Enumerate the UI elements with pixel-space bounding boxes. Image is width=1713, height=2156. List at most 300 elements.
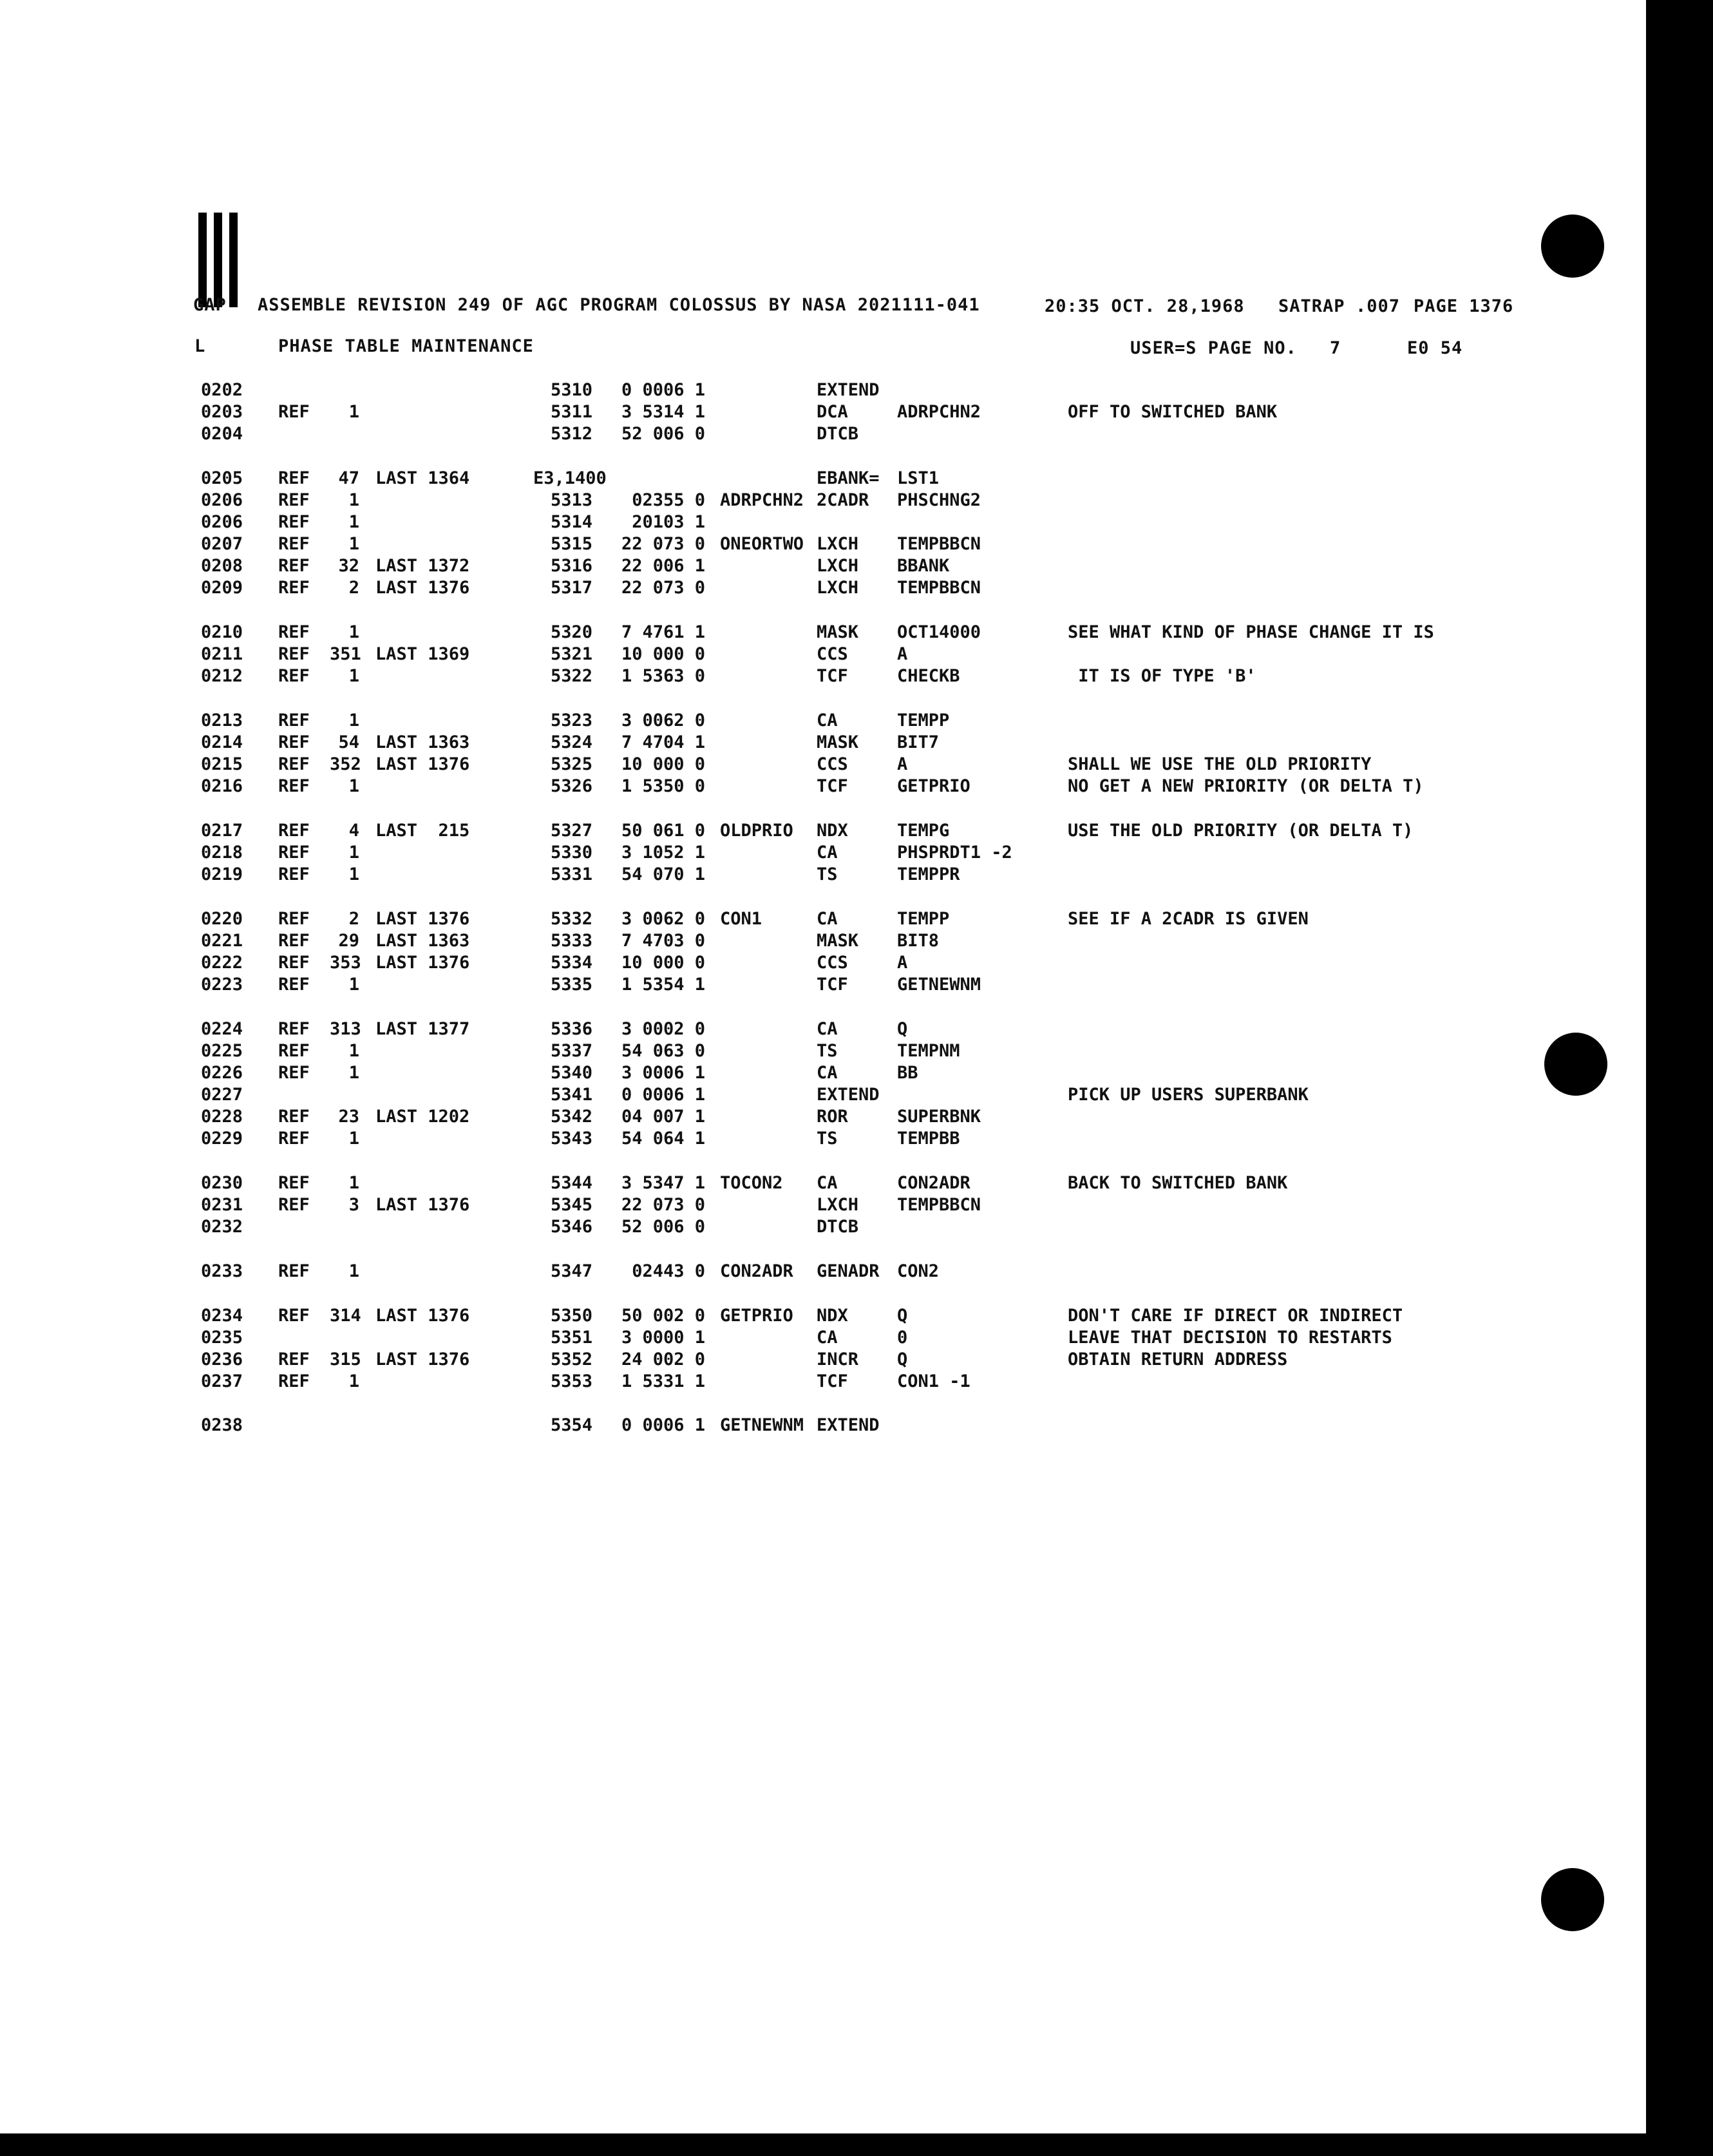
listing-line [0, 424, 1713, 446]
line-ref-count: 1 [348, 776, 359, 796]
line-location: 0228 [201, 1107, 243, 1127]
line-octal-code: 10 000 0 [621, 754, 705, 774]
line-opcode: ROR [817, 1107, 848, 1127]
line-last-ref: LAST 1372 [375, 556, 470, 576]
line-octal-code: 10 000 0 [621, 953, 705, 973]
line-location: 0204 [201, 424, 243, 444]
line-opcode: CA [817, 1019, 838, 1039]
header-datetime: 20:35 OCT. 28,1968 [1045, 296, 1245, 316]
listing-line [0, 1217, 1713, 1239]
line-octal-code: 54 064 1 [621, 1129, 705, 1149]
line-address: 5323 [550, 711, 592, 730]
line-octal-code: 7 4703 0 [621, 931, 705, 951]
line-octal-code: 3 0062 0 [621, 909, 705, 929]
line-octal-code: 3 0002 0 [621, 1019, 705, 1039]
line-address: 5335 [550, 975, 592, 995]
line-ref: REF [278, 1350, 310, 1369]
line-ref: REF [278, 1195, 310, 1215]
line-operand: CHECKB [897, 666, 960, 686]
line-octal-code: 7 4704 1 [621, 732, 705, 752]
line-opcode: LXCH [817, 534, 859, 554]
user-page-number: 7 [1330, 338, 1341, 358]
line-ref: REF [278, 1063, 310, 1083]
line-octal-code: 22 073 0 [621, 578, 705, 598]
listing-line [0, 975, 1713, 997]
line-operand: TEMPBB [897, 1129, 960, 1149]
line-address: 5330 [550, 843, 592, 863]
listing-line [0, 864, 1713, 886]
line-opcode: CA [817, 1063, 838, 1083]
listing-line [0, 1261, 1713, 1283]
line-label: ADRPCHN2 [720, 490, 804, 510]
page-marker-code: GAP [193, 295, 227, 315]
listing-line [0, 1195, 1713, 1217]
listing-line [0, 644, 1713, 666]
line-location: 0216 [201, 776, 243, 796]
line-operand: TEMPBBCN [897, 578, 981, 598]
line-opcode: EXTEND [817, 1415, 880, 1435]
line-last-ref: LAST 215 [375, 821, 470, 841]
listing-line [0, 1173, 1713, 1195]
listing-line [0, 776, 1713, 798]
line-address: 5327 [550, 821, 592, 841]
line-ref: REF [278, 1129, 310, 1149]
line-operand: TEMPG [897, 821, 950, 841]
line-location: 0202 [201, 380, 243, 400]
line-ref: REF [278, 666, 310, 686]
line-operand: 0 [897, 1328, 908, 1348]
listing-line [0, 512, 1713, 534]
line-ref: REF [278, 931, 310, 951]
line-octal-code: 02443 0 [632, 1261, 705, 1281]
scan-edge-bottom [0, 2133, 1713, 2156]
line-ref-count: 2 [348, 578, 359, 598]
line-octal-code: 10 000 0 [621, 644, 705, 664]
line-address: 5310 [550, 380, 592, 400]
line-octal-code: 0 0006 1 [621, 1085, 705, 1105]
line-octal-code: 3 5314 1 [621, 402, 705, 422]
listing-line [0, 1085, 1713, 1107]
line-opcode: MASK [817, 732, 859, 752]
line-operand: Q [897, 1350, 908, 1369]
line-octal-code: 3 0062 0 [621, 711, 705, 730]
line-location: 0221 [201, 931, 243, 951]
listing-line [0, 1306, 1713, 1328]
line-opcode: LXCH [817, 556, 859, 576]
listing-line [0, 402, 1713, 424]
line-address: 5321 [550, 644, 592, 664]
line-operand: Q [897, 1306, 908, 1326]
line-last-ref: LAST 1376 [375, 953, 470, 973]
line-ref: REF [278, 1107, 310, 1127]
line-ref-count: 1 [348, 666, 359, 686]
line-location: 0236 [201, 1350, 243, 1369]
user-page-label: USER=S PAGE NO. [1130, 338, 1297, 358]
listing-line [0, 1328, 1713, 1350]
line-octal-code: 02355 0 [632, 490, 705, 510]
line-opcode: CA [817, 909, 838, 929]
line-operand: PHSCHNG2 [897, 490, 981, 510]
line-location: 0222 [201, 953, 243, 973]
listing-line [0, 732, 1713, 754]
line-location: 0226 [201, 1063, 243, 1083]
line-operand: A [897, 754, 908, 774]
line-comment: PICK UP USERS SUPERBANK [1068, 1085, 1309, 1105]
line-opcode: EXTEND [817, 380, 880, 400]
line-opcode: TCF [817, 1371, 848, 1391]
line-operand: TEMPBBCN [897, 1195, 981, 1215]
line-ref: REF [278, 843, 310, 863]
header-page: PAGE 1376 [1414, 296, 1514, 316]
line-ref-count: 1 [348, 1063, 359, 1083]
punch-hole-bottom [1541, 1868, 1604, 1931]
line-operand: Q [897, 1019, 908, 1039]
line-address: 5312 [550, 424, 592, 444]
line-ref-count: 1 [348, 402, 359, 422]
line-location: 0223 [201, 975, 243, 995]
line-address: 5353 [550, 1371, 592, 1391]
line-ref: REF [278, 1306, 310, 1326]
line-comment: SEE WHAT KIND OF PHASE CHANGE IT IS [1068, 622, 1434, 642]
line-ref: REF [278, 1019, 310, 1039]
line-ref-count: 23 [338, 1107, 359, 1127]
line-address: 5331 [550, 864, 592, 884]
line-location: 0232 [201, 1217, 243, 1237]
listing-line [0, 1350, 1713, 1371]
line-operand: A [897, 953, 908, 973]
line-address: 5314 [550, 512, 592, 532]
line-comment: SEE IF A 2CADR IS GIVEN [1068, 909, 1309, 929]
line-ref-count: 351 [330, 644, 361, 664]
line-octal-code: 0 0006 1 [621, 1415, 705, 1435]
line-opcode: INCR [817, 1350, 859, 1369]
line-operand: CON1 -1 [897, 1371, 970, 1391]
line-address: 5347 [550, 1261, 592, 1281]
line-label: TOCON2 [720, 1173, 783, 1193]
line-comment: OBTAIN RETURN ADDRESS [1068, 1350, 1288, 1369]
line-opcode: TS [817, 1041, 838, 1061]
listing-line [0, 909, 1713, 931]
line-location: 0219 [201, 864, 243, 884]
line-address: 5333 [550, 931, 592, 951]
line-location: 0238 [201, 1415, 243, 1435]
line-ref-count: 1 [348, 1129, 359, 1149]
line-address: 5346 [550, 1217, 592, 1237]
line-opcode: DTCB [817, 1217, 859, 1237]
line-opcode: EBANK= [817, 468, 880, 488]
line-location: 0220 [201, 909, 243, 929]
line-last-ref: LAST 1376 [375, 754, 470, 774]
line-ref: REF [278, 534, 310, 554]
line-address: 5340 [550, 1063, 592, 1083]
listing-line [0, 843, 1713, 864]
line-octal-code: 3 5347 1 [621, 1173, 705, 1193]
line-ref-count: 4 [348, 821, 359, 841]
listing-line [0, 556, 1713, 578]
line-comment: IT IS OF TYPE 'B' [1068, 666, 1256, 686]
line-ref: REF [278, 578, 310, 598]
line-ref-count: 1 [348, 1261, 359, 1281]
line-operand: A [897, 644, 908, 664]
listing-line [0, 1415, 1713, 1437]
line-comment: LEAVE THAT DECISION TO RESTARTS [1068, 1328, 1392, 1348]
line-comment: SHALL WE USE THE OLD PRIORITY [1068, 754, 1372, 774]
line-location: 0234 [201, 1306, 243, 1326]
line-opcode: TCF [817, 666, 848, 686]
line-operand: BB [897, 1063, 918, 1083]
line-address: 5326 [550, 776, 592, 796]
line-location: 0208 [201, 556, 243, 576]
line-address: 5351 [550, 1328, 592, 1348]
line-last-ref: LAST 1377 [375, 1019, 470, 1039]
line-address: E3,1400 [533, 468, 607, 488]
line-opcode: CA [817, 1328, 838, 1348]
line-operand: GETPRIO [897, 776, 970, 796]
line-location: 0233 [201, 1261, 243, 1281]
line-octal-code: 3 0006 1 [621, 1063, 705, 1083]
bank-code: E0 54 [1407, 338, 1463, 358]
line-ref-count: 1 [348, 711, 359, 730]
line-last-ref: LAST 1376 [375, 1306, 470, 1326]
line-location: 0235 [201, 1328, 243, 1348]
line-ref: REF [278, 864, 310, 884]
line-last-ref: LAST 1364 [375, 468, 470, 488]
listing-line [0, 1371, 1713, 1393]
line-operand: BBANK [897, 556, 950, 576]
line-ref: REF [278, 1261, 310, 1281]
listing-line [0, 711, 1713, 732]
line-address: 5354 [550, 1415, 592, 1435]
line-last-ref: LAST 1369 [375, 644, 470, 664]
listing-line [0, 468, 1713, 490]
listing-line [0, 1107, 1713, 1129]
line-ref: REF [278, 644, 310, 664]
line-address: 5315 [550, 534, 592, 554]
line-address: 5320 [550, 622, 592, 642]
line-octal-code: 7 4761 1 [621, 622, 705, 642]
line-ref-count: 32 [338, 556, 359, 576]
listing-line [0, 534, 1713, 556]
line-opcode: CCS [817, 953, 848, 973]
line-ref: REF [278, 556, 310, 576]
line-address: 5337 [550, 1041, 592, 1061]
listing-line [0, 1041, 1713, 1063]
line-ref: REF [278, 490, 310, 510]
line-opcode: GENADR [817, 1261, 880, 1281]
line-address: 5334 [550, 953, 592, 973]
line-ref: REF [278, 732, 310, 752]
line-operand: GETNEWNM [897, 975, 981, 995]
line-label: ONEORTWO [720, 534, 804, 554]
line-ref-count: 314 [330, 1306, 361, 1326]
line-address: 5316 [550, 556, 592, 576]
header-code: .007 [1356, 296, 1401, 316]
line-location: 0205 [201, 468, 243, 488]
line-label: GETNEWNM [720, 1415, 804, 1435]
line-comment: USE THE OLD PRIORITY (OR DELTA T) [1068, 821, 1414, 841]
line-location: 0211 [201, 644, 243, 664]
line-opcode: DCA [817, 402, 848, 422]
line-operand: CON2 [897, 1261, 940, 1281]
line-address: 5345 [550, 1195, 592, 1215]
line-opcode: EXTEND [817, 1085, 880, 1105]
line-last-ref: LAST 1376 [375, 909, 470, 929]
line-ref-count: 1 [348, 490, 359, 510]
line-last-ref: LAST 1363 [375, 732, 470, 752]
line-ref: REF [278, 1371, 310, 1391]
line-ref: REF [278, 711, 310, 730]
listing-line [0, 622, 1713, 644]
line-location: 0231 [201, 1195, 243, 1215]
header-user: SATRAP [1278, 296, 1345, 316]
line-ref: REF [278, 622, 310, 642]
line-location: 0224 [201, 1019, 243, 1039]
line-location: 0215 [201, 754, 243, 774]
line-opcode: TCF [817, 776, 848, 796]
line-address: 5313 [550, 490, 592, 510]
line-opcode: TCF [817, 975, 848, 995]
line-ref-count: 1 [348, 622, 359, 642]
listing-line [0, 1063, 1713, 1085]
line-ref-count: 315 [330, 1350, 361, 1369]
line-octal-code: 3 0000 1 [621, 1328, 705, 1348]
line-comment: NO GET A NEW PRIORITY (OR DELTA T) [1068, 776, 1424, 796]
line-location: 0206 [201, 512, 243, 532]
line-octal-code: 1 5331 1 [621, 1371, 705, 1391]
line-ref-count: 1 [348, 975, 359, 995]
line-label: CON1 [720, 909, 762, 929]
line-comment: DON'T CARE IF DIRECT OR INDIRECT [1068, 1306, 1403, 1326]
line-comment: OFF TO SWITCHED BANK [1068, 402, 1278, 422]
line-octal-code: 52 006 0 [621, 1217, 705, 1237]
line-ref-count: 353 [330, 953, 361, 973]
line-ref-count: 3 [348, 1195, 359, 1215]
line-address: 5342 [550, 1107, 592, 1127]
line-opcode: CCS [817, 754, 848, 774]
line-address: 5311 [550, 402, 592, 422]
line-ref: REF [278, 512, 310, 532]
line-octal-code: 52 006 0 [621, 424, 705, 444]
line-ref: REF [278, 821, 310, 841]
line-opcode: DTCB [817, 424, 859, 444]
line-opcode: CA [817, 1173, 838, 1193]
line-address: 5324 [550, 732, 592, 752]
line-ref-count: 1 [348, 512, 359, 532]
line-opcode: LXCH [817, 578, 859, 598]
punch-hole-top [1541, 215, 1604, 278]
type-marker: L [194, 336, 206, 356]
listing-line [0, 1129, 1713, 1150]
line-octal-code: 22 006 1 [621, 556, 705, 576]
line-octal-code: 20103 1 [632, 512, 705, 532]
line-ref-count: 1 [348, 534, 359, 554]
line-ref-count: 1 [348, 1173, 359, 1193]
line-ref-count: 54 [338, 732, 359, 752]
line-operand: CON2ADR [897, 1173, 970, 1193]
line-opcode: CCS [817, 644, 848, 664]
line-location: 0230 [201, 1173, 243, 1193]
line-location: 0210 [201, 622, 243, 642]
line-opcode: MASK [817, 931, 859, 951]
line-octal-code: 54 063 0 [621, 1041, 705, 1061]
line-opcode: 2CADR [817, 490, 869, 510]
line-last-ref: LAST 1376 [375, 1350, 470, 1369]
line-location: 0214 [201, 732, 243, 752]
line-operand: ADRPCHN2 [897, 402, 981, 422]
line-address: 5350 [550, 1306, 592, 1326]
line-ref: REF [278, 1041, 310, 1061]
line-location: 0207 [201, 534, 243, 554]
line-octal-code: 22 073 0 [621, 1195, 705, 1215]
line-location: 0213 [201, 711, 243, 730]
line-ref: REF [278, 754, 310, 774]
line-address: 5332 [550, 909, 592, 929]
line-label: OLDPRIO [720, 821, 793, 841]
line-octal-code: 50 002 0 [621, 1306, 705, 1326]
line-location: 0218 [201, 843, 243, 863]
line-ref: REF [278, 776, 310, 796]
line-operand: TEMPP [897, 909, 950, 929]
listing-line [0, 953, 1713, 975]
listing-line [0, 490, 1713, 512]
line-operand: PHSPRDT1 -2 [897, 843, 1012, 863]
line-ref-count: 1 [348, 1371, 359, 1391]
line-ref-count: 47 [338, 468, 359, 488]
line-ref: REF [278, 975, 310, 995]
line-octal-code: 0 0006 1 [621, 380, 705, 400]
line-ref-count: 1 [348, 843, 359, 863]
line-octal-code: 3 1052 1 [621, 843, 705, 863]
line-label: GETPRIO [720, 1306, 793, 1326]
listing-line [0, 666, 1713, 688]
section-title: PHASE TABLE MAINTENANCE [278, 336, 534, 356]
line-operand: SUPERBNK [897, 1107, 981, 1127]
line-ref: REF [278, 953, 310, 973]
line-location: 0209 [201, 578, 243, 598]
line-address: 5317 [550, 578, 592, 598]
line-ref: REF [278, 402, 310, 422]
line-octal-code: 24 002 0 [621, 1350, 705, 1369]
line-address: 5352 [550, 1350, 592, 1369]
line-ref-count: 313 [330, 1019, 361, 1039]
line-operand: TEMPP [897, 711, 950, 730]
line-comment: BACK TO SWITCHED BANK [1068, 1173, 1288, 1193]
header-title: ASSEMBLE REVISION 249 OF AGC PROGRAM COLOSSUS BY NASA 2021111-041 [258, 295, 980, 315]
line-location: 0237 [201, 1371, 243, 1391]
listing-line [0, 821, 1713, 843]
line-address: 5344 [550, 1173, 592, 1193]
line-address: 5336 [550, 1019, 592, 1039]
line-address: 5325 [550, 754, 592, 774]
line-opcode: TS [817, 864, 838, 884]
line-octal-code: 1 5350 0 [621, 776, 705, 796]
line-operand: OCT14000 [897, 622, 981, 642]
line-opcode: MASK [817, 622, 859, 642]
line-location: 0227 [201, 1085, 243, 1105]
listing-line [0, 578, 1713, 600]
line-operand: TEMPBBCN [897, 534, 981, 554]
line-ref-count: 1 [348, 1041, 359, 1061]
listing-line [0, 380, 1713, 402]
line-last-ref: LAST 1376 [375, 1195, 470, 1215]
line-address: 5343 [550, 1129, 592, 1149]
line-ref: REF [278, 468, 310, 488]
line-ref-count: 1 [348, 864, 359, 884]
line-operand: BIT8 [897, 931, 940, 951]
line-octal-code: 04 007 1 [621, 1107, 705, 1127]
line-operand: TEMPPR [897, 864, 960, 884]
line-location: 0217 [201, 821, 243, 841]
